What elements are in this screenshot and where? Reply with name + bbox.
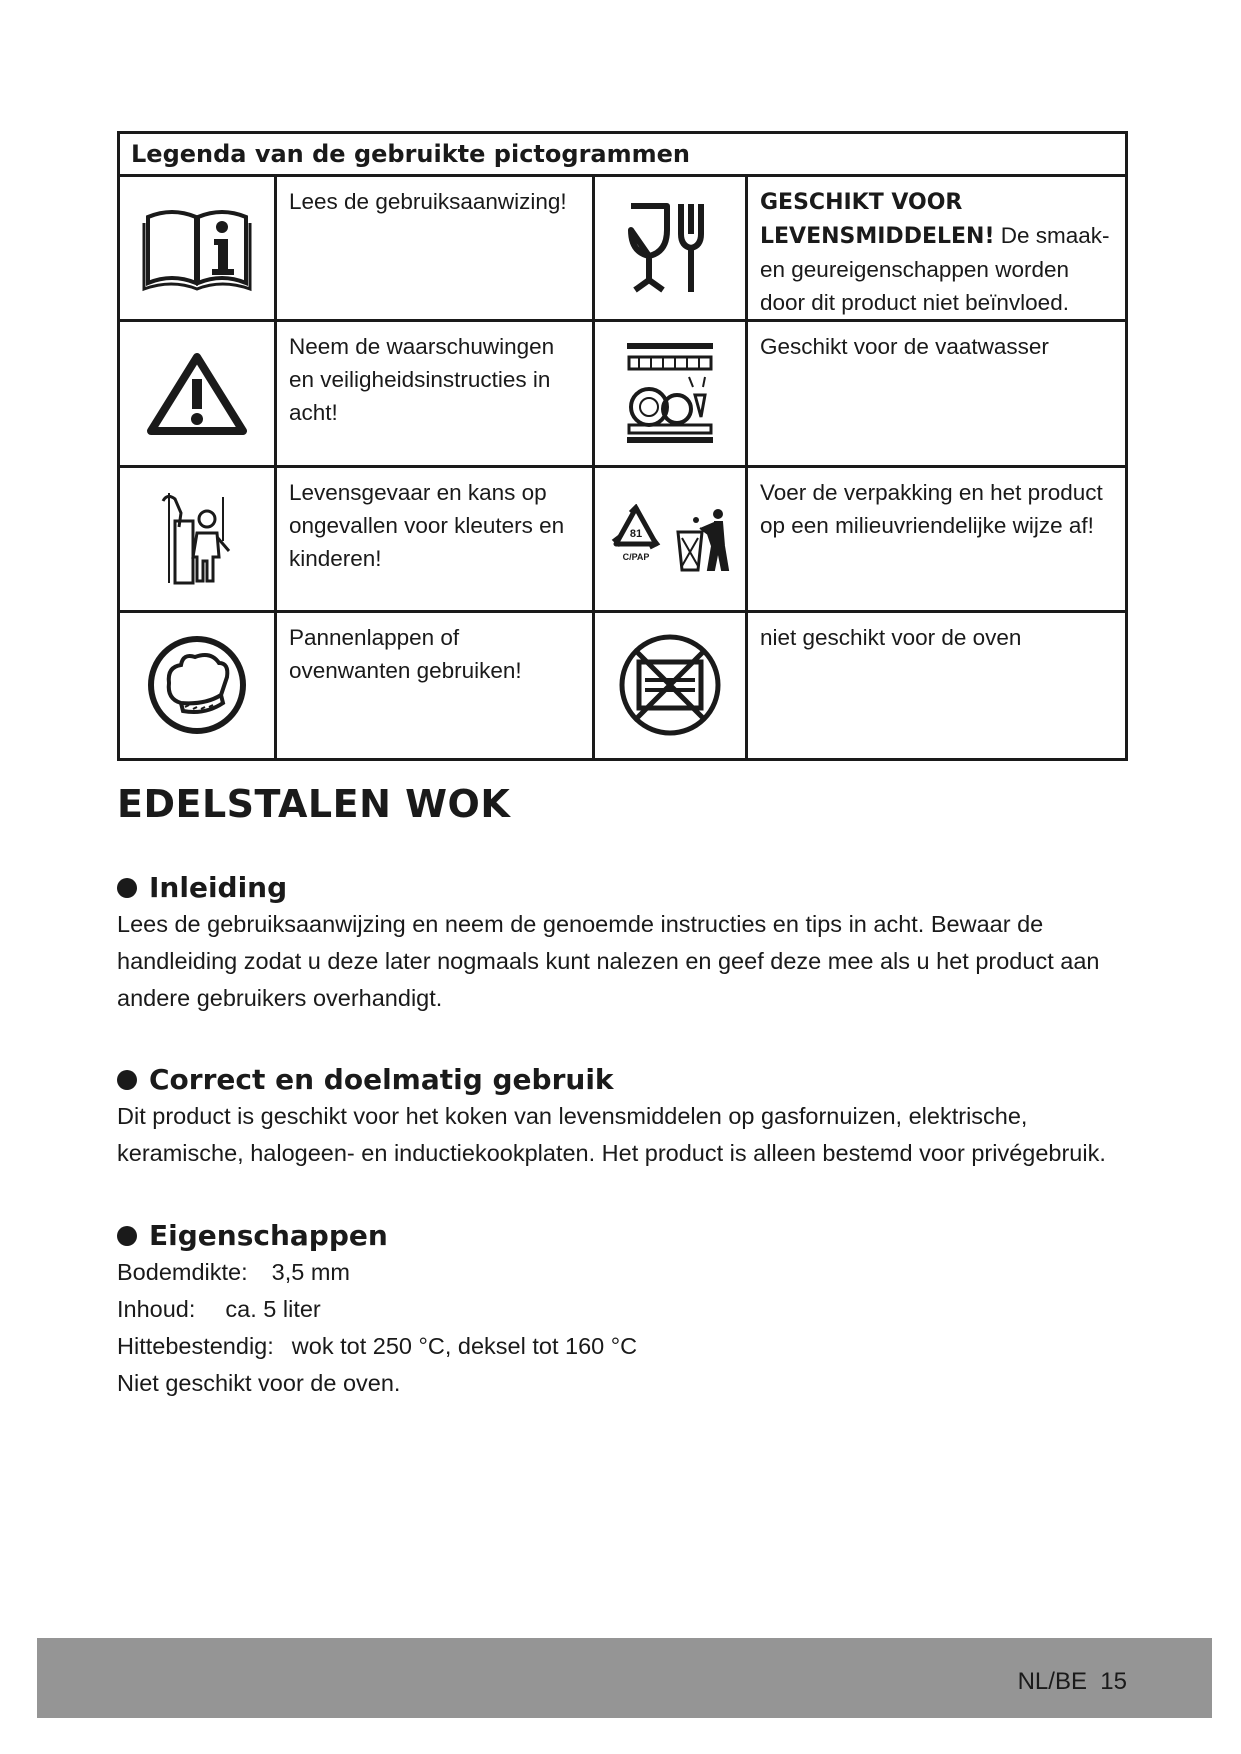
legend-text-recycle: Voer de verpakking en het product op een milieuvriendelijke wijze af! xyxy=(748,468,1125,613)
section-heading-usage xyxy=(117,1062,1137,1098)
legend-title: Legenda van de gebruikte pictogrammen xyxy=(120,134,1125,177)
bullet-icon xyxy=(117,878,137,898)
property-label: Bodemdikte: xyxy=(117,1259,248,1285)
recycle-code: 81 xyxy=(629,527,643,540)
section-heading-intro-text: Inleiding xyxy=(149,871,288,904)
property-value: 3,5 mm xyxy=(271,1259,350,1285)
section-body-usage: Dit product is geschikt voor het koken van levensmiddelen op gasfornuizen, elektrische, keramische, halogeen- en inductiekookplaten. Het product is alleen bestemd voor privégebruik. xyxy=(117,1103,1106,1166)
property-row xyxy=(117,1328,1137,1365)
food-safe-icon-cell xyxy=(595,177,748,322)
legend-desc-food-safe: De smaak- en geureigenschappen worden door dit product niet beïnvloed. xyxy=(760,223,1110,315)
child-danger-icon xyxy=(157,491,237,587)
section-properties xyxy=(117,1218,1137,1402)
recycle-label: C/PAP xyxy=(622,551,650,562)
oven-mitt-icon xyxy=(145,633,249,737)
recycle-icon-cell xyxy=(595,468,748,613)
child-danger-icon-cell xyxy=(120,468,277,613)
no-oven-icon xyxy=(617,632,723,738)
legend-text-child-danger: Levensgevaar en kans op ongevallen voor kleuters en kinderen! xyxy=(277,468,595,613)
section-heading-usage-text: Correct en doelmatig gebruik xyxy=(149,1063,614,1096)
legend-text-manual: Lees de gebruiksaanwizing! xyxy=(277,177,595,322)
property-value: ca. 5 liter xyxy=(225,1296,321,1322)
legend-text-dishwasher: Geschikt voor de vaatwasser xyxy=(748,322,1125,467)
legend-text-food-safe xyxy=(748,177,1125,322)
section-heading-properties-text: Eigenschappen xyxy=(149,1219,388,1252)
property-row xyxy=(117,1254,1137,1291)
warning-triangle-icon-cell xyxy=(120,322,277,467)
legend-text-warning: Neem de waarschuwingen en veiligheidsinstructies in acht! xyxy=(277,322,595,467)
legend-text-no-oven: niet geschikt voor de oven xyxy=(760,624,1022,650)
section-intro xyxy=(117,870,1137,1017)
dishwasher-icon-cell xyxy=(595,322,748,467)
properties-list xyxy=(117,1254,1137,1402)
dishwasher-icon xyxy=(625,341,715,445)
section-heading-intro xyxy=(117,870,1137,906)
property-label: Hittebestendig: xyxy=(117,1333,274,1359)
warning-triangle-icon xyxy=(147,351,247,435)
property-row xyxy=(117,1291,1137,1328)
food-safe-icon xyxy=(625,200,715,296)
page-footer xyxy=(37,1638,1212,1718)
page-number: NL/BE 15 xyxy=(1017,1668,1127,1695)
property-label: Inhoud: xyxy=(117,1296,196,1322)
no-oven-icon-cell xyxy=(595,613,748,758)
manual-info-icon xyxy=(142,203,252,293)
bullet-icon xyxy=(117,1226,137,1246)
legend-bold-food-safe: GESCHIKT VOOR LEVENSMIDDELEN! xyxy=(760,190,995,249)
property-note: Niet geschikt voor de oven. xyxy=(117,1370,401,1396)
section-heading-properties xyxy=(117,1218,1137,1254)
manual-info-icon-cell xyxy=(120,177,277,322)
section-usage xyxy=(117,1062,1137,1172)
recycle-icon xyxy=(610,504,730,574)
bullet-icon xyxy=(117,1070,137,1090)
oven-mitt-icon-cell xyxy=(120,613,277,758)
legend-grid xyxy=(120,177,1125,758)
product-title: EDELSTALEN WOK xyxy=(117,782,511,826)
legend-text-oven-mitt: Pannenlappen of ovenwanten gebruiken! xyxy=(277,613,595,758)
pictogram-legend xyxy=(117,131,1128,761)
property-value: wok tot 250 °C, deksel tot 160 °C xyxy=(291,1333,638,1359)
section-body-intro: Lees de gebruiksaanwijzing en neem de genoemde instructies en tips in acht. Bewaar de handleiding zodat u deze later nogmaals kunt nalezen en geef deze mee als u het product aan andere gebruikers overhandigt. xyxy=(117,911,1100,1011)
